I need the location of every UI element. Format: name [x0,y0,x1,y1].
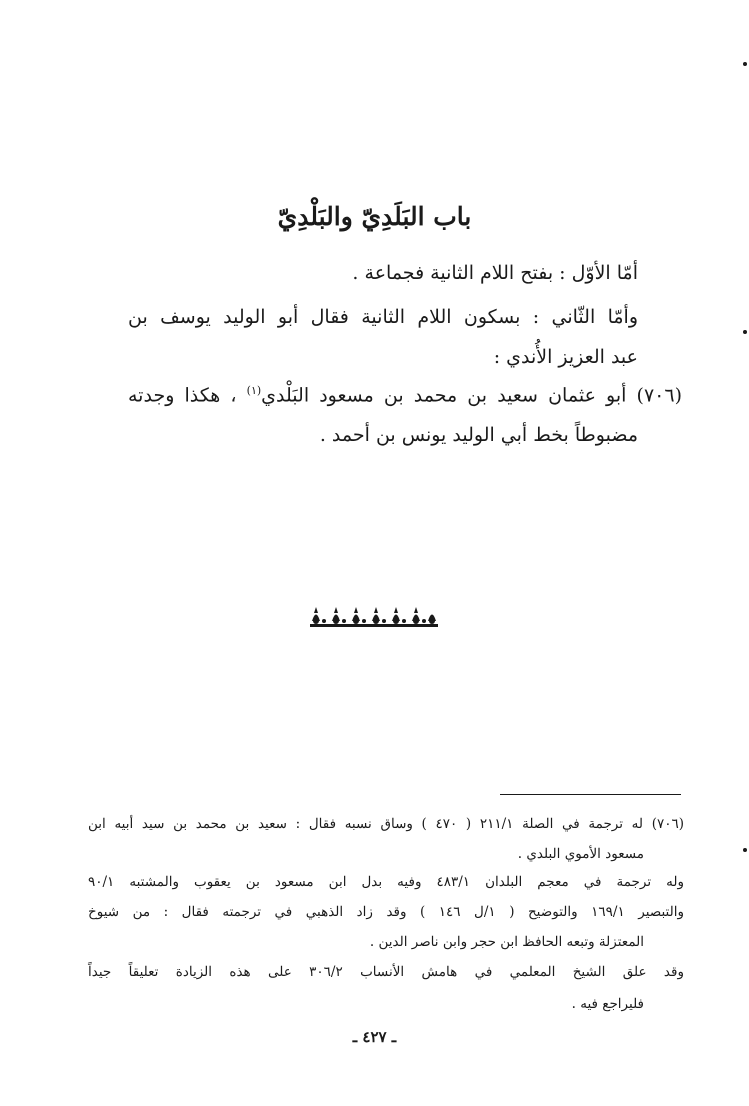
margin-dot [743,848,747,852]
entry-706-name: (٧٠٦) أبو عثمان سعيد بن محمد بن مسعود البَلْدي [261,384,682,407]
ornament-divider-icon [308,604,440,628]
entry-706-line-2: مضبوطاً بخط أبي الوليد يونس بن أحمد . [319,424,638,446]
entry-706-note: ، هكذا وجدته [128,384,247,407]
footnote-marker: (١) [246,384,262,397]
page-number: ـ ٤٢٧ ـ [352,1028,397,1046]
body-line-3: عبد العزيز الأُندي : [493,346,638,368]
footnote-line-2: مسعود الأموي البلدي . [517,846,644,862]
footnote-line-7: فليراجع فيه . [571,996,644,1012]
margin-dot [743,330,747,334]
footnote-line-3: وله ترجمة في معجم البلدان ٤٨٣/١ وفيه بدل ابن مسعود بن يعقوب والمشتبه ٩٠/١ [88,874,684,890]
body-line-1: أمّا الأوّل : بفتح اللام الثانية فجماعة . [352,262,638,284]
body-line-2: وأمّا الثّاني : بسكون اللام الثانية فقال أبو الوليد يوسف بن [128,306,638,328]
footnote-line-6: وقد علق الشيخ المعلمي في هامش الأنساب ٣٠٦/٢ على هذه الزيادة تعليقاً جيداً [88,964,684,980]
entry-706-line-1 [128,384,682,406]
margin-dot [743,62,747,66]
footnote-line-4: والتبصير ١٦٩/١ والتوضيح ( ١/ل ١٤٦ ) وقد زاد الذهبي في ترجمته فقال : من شيوخ [88,904,685,920]
footnote-separator [500,794,681,795]
footnote-line-1: (٧٠٦) له ترجمة في الصلة ٢١١/١ ( ٤٧٠ ) وساق نسبه فقال : سعيد بن محمد بن سيد أبيه ابن [88,816,685,832]
chapter-title: باب البَلَدِيّ والبَلْدِيّ [277,202,472,231]
footnote-line-5: المعتزلة وتبعه الحافظ ابن حجر وابن ناصر الدين . [369,934,644,950]
